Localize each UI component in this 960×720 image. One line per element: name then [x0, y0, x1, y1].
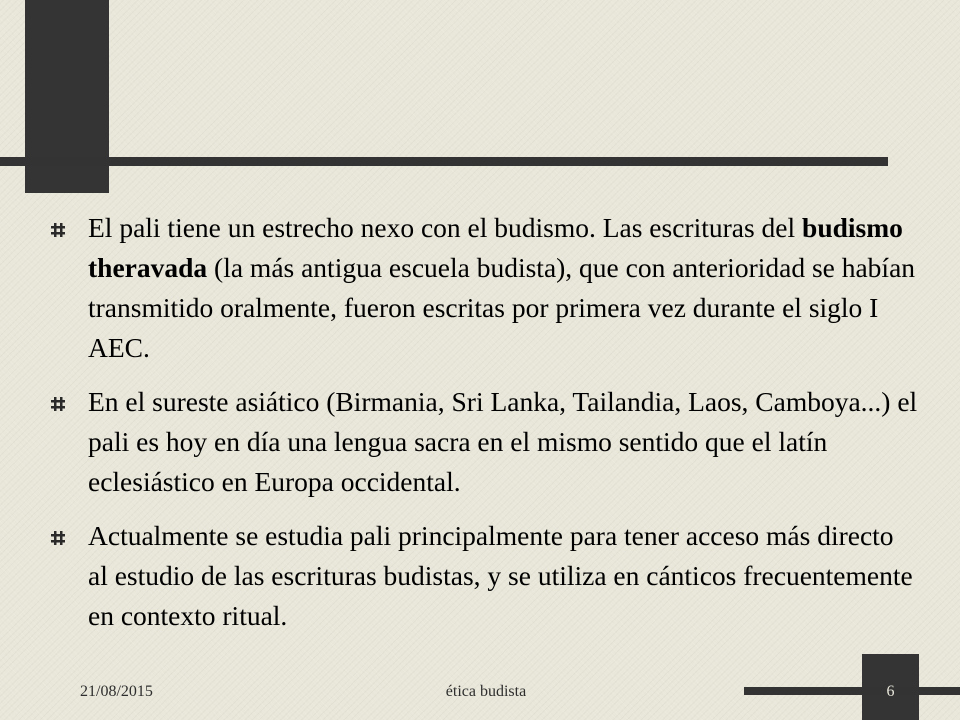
bullet-3-text: Actualmente se estudia pali principalmente para tener acceso más directo al estudio de las escrituras budistas, y se utiliza en cánticos frecuentemente en contexto ritual.: [88, 520, 913, 631]
bullet-1-bold-term: budismo theravada: [88, 212, 903, 283]
bullet-text-3: [88, 516, 920, 636]
bullet-2-text: En el sureste asiático (Birmania, Sri Lanka, Tailandia, Laos, Camboya...) el pali es hoy en día una lengua sacra en el mismo sentido que el latín eclesiástico en Europa occidental.: [88, 386, 918, 497]
footer-divider-bar: [744, 687, 960, 695]
hash-bullet-icon: [50, 222, 66, 238]
bullet-item-1: [50, 208, 920, 368]
bullet-1-text-part-1: El pali tiene un estrecho nexo con el budismo. Las escrituras del: [88, 212, 803, 243]
hash-bullet-icon: [50, 530, 66, 546]
page-number: 6: [886, 683, 895, 700]
bullet-text-1: [88, 208, 920, 368]
bullet-item-3: [50, 516, 920, 636]
hash-bullet-icon: [50, 396, 66, 412]
footer-date: 21/08/2015: [80, 683, 153, 700]
bullet-list: [50, 208, 920, 650]
bullet-item-2: [50, 382, 920, 502]
bullet-1-text-part-3: (la más antigua escuela budista), que con anterioridad se habían transmitido oralmente, fueron escritas por primera vez durante el siglo I AEC.: [88, 252, 916, 363]
footer-title: ética budista: [445, 683, 527, 700]
bullet-text-2: [88, 382, 920, 502]
title-divider-bar: [0, 157, 888, 166]
